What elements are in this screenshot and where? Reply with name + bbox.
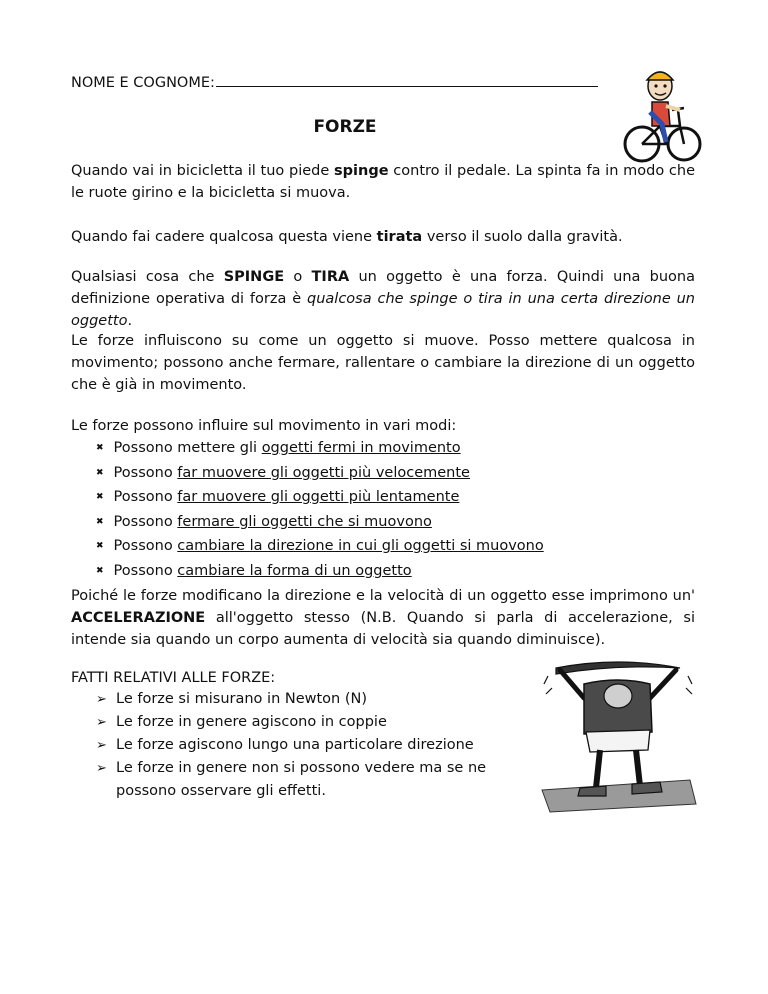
list-item: ➢ Le forze in genere agiscono in coppie [96,711,546,734]
list-item: ✖ Possono far muovere gli oggetti più lentamente [96,486,544,511]
stretching-band-illustration [540,654,698,814]
list-item: ➢ Le forze agiscono lungo una particolare direzione [96,734,546,757]
list-item: ✖ Possono far muovere gli oggetti più velocemente [96,462,544,487]
facts-heading: FATTI RELATIVI ALLE FORZE: [71,670,276,686]
bicycle-kid-illustration [622,66,702,164]
name-blank-line [216,72,598,87]
facts-list [96,688,546,803]
paragraph-motion: Le forze influiscono su come un oggetto si muove. Posso mettere qualcosa in movimento; possono anche fermare, rallentare o cambiare la direzione di un oggetto che è già in movimento. [71,333,695,393]
list-item: ➢ Le forze si misurano in Newton (N) [96,688,546,711]
ways-list [96,437,544,585]
page-title: FORZE [313,117,377,137]
name-label: NOME E COGNOME: [71,75,215,91]
paragraph-acceleration: Poiché le forze modificano la direzione e la velocità di un oggetto esse imprimono un' ACCELERAZIONE all'oggetto stesso (N.B. Quando si parla di accelerazione, si intende sia quando un corpo aumenta di velocità sia quando diminuisce). [71,588,695,648]
list-item: ✖ Possono mettere gli oggetti fermi in movimento [96,437,544,462]
name-field [71,72,598,91]
paragraph-ways-intro: Le forze possono influire sul movimento in vari modi: [71,418,457,434]
paragraph-gravity: Quando fai cadere qualcosa questa viene tirata verso il suolo dalla gravità. [71,229,623,245]
paragraph-definition: Qualsiasi cosa che SPINGE o TIRA un oggetto è una forza. Quindi una buona definizione operativa di forza è qualcosa che spinge o tira in una certa direzione un oggetto. [71,269,695,329]
list-item: ✖ Possono cambiare la direzione in cui gli oggetti si muovono [96,535,544,560]
list-item: ✖ Possono fermare gli oggetti che si muovono [96,511,544,536]
list-item: ➢ Le forze in genere non si possono vedere ma se ne possono osservare gli effetti. [96,757,546,803]
paragraph-bicycle: Quando vai in bicicletta il tuo piede spinge contro il pedale. La spinta fa in modo che le ruote girino e la bicicletta si muova. [71,163,696,201]
list-item: ✖ Possono cambiare la forma di un oggetto [96,560,544,585]
